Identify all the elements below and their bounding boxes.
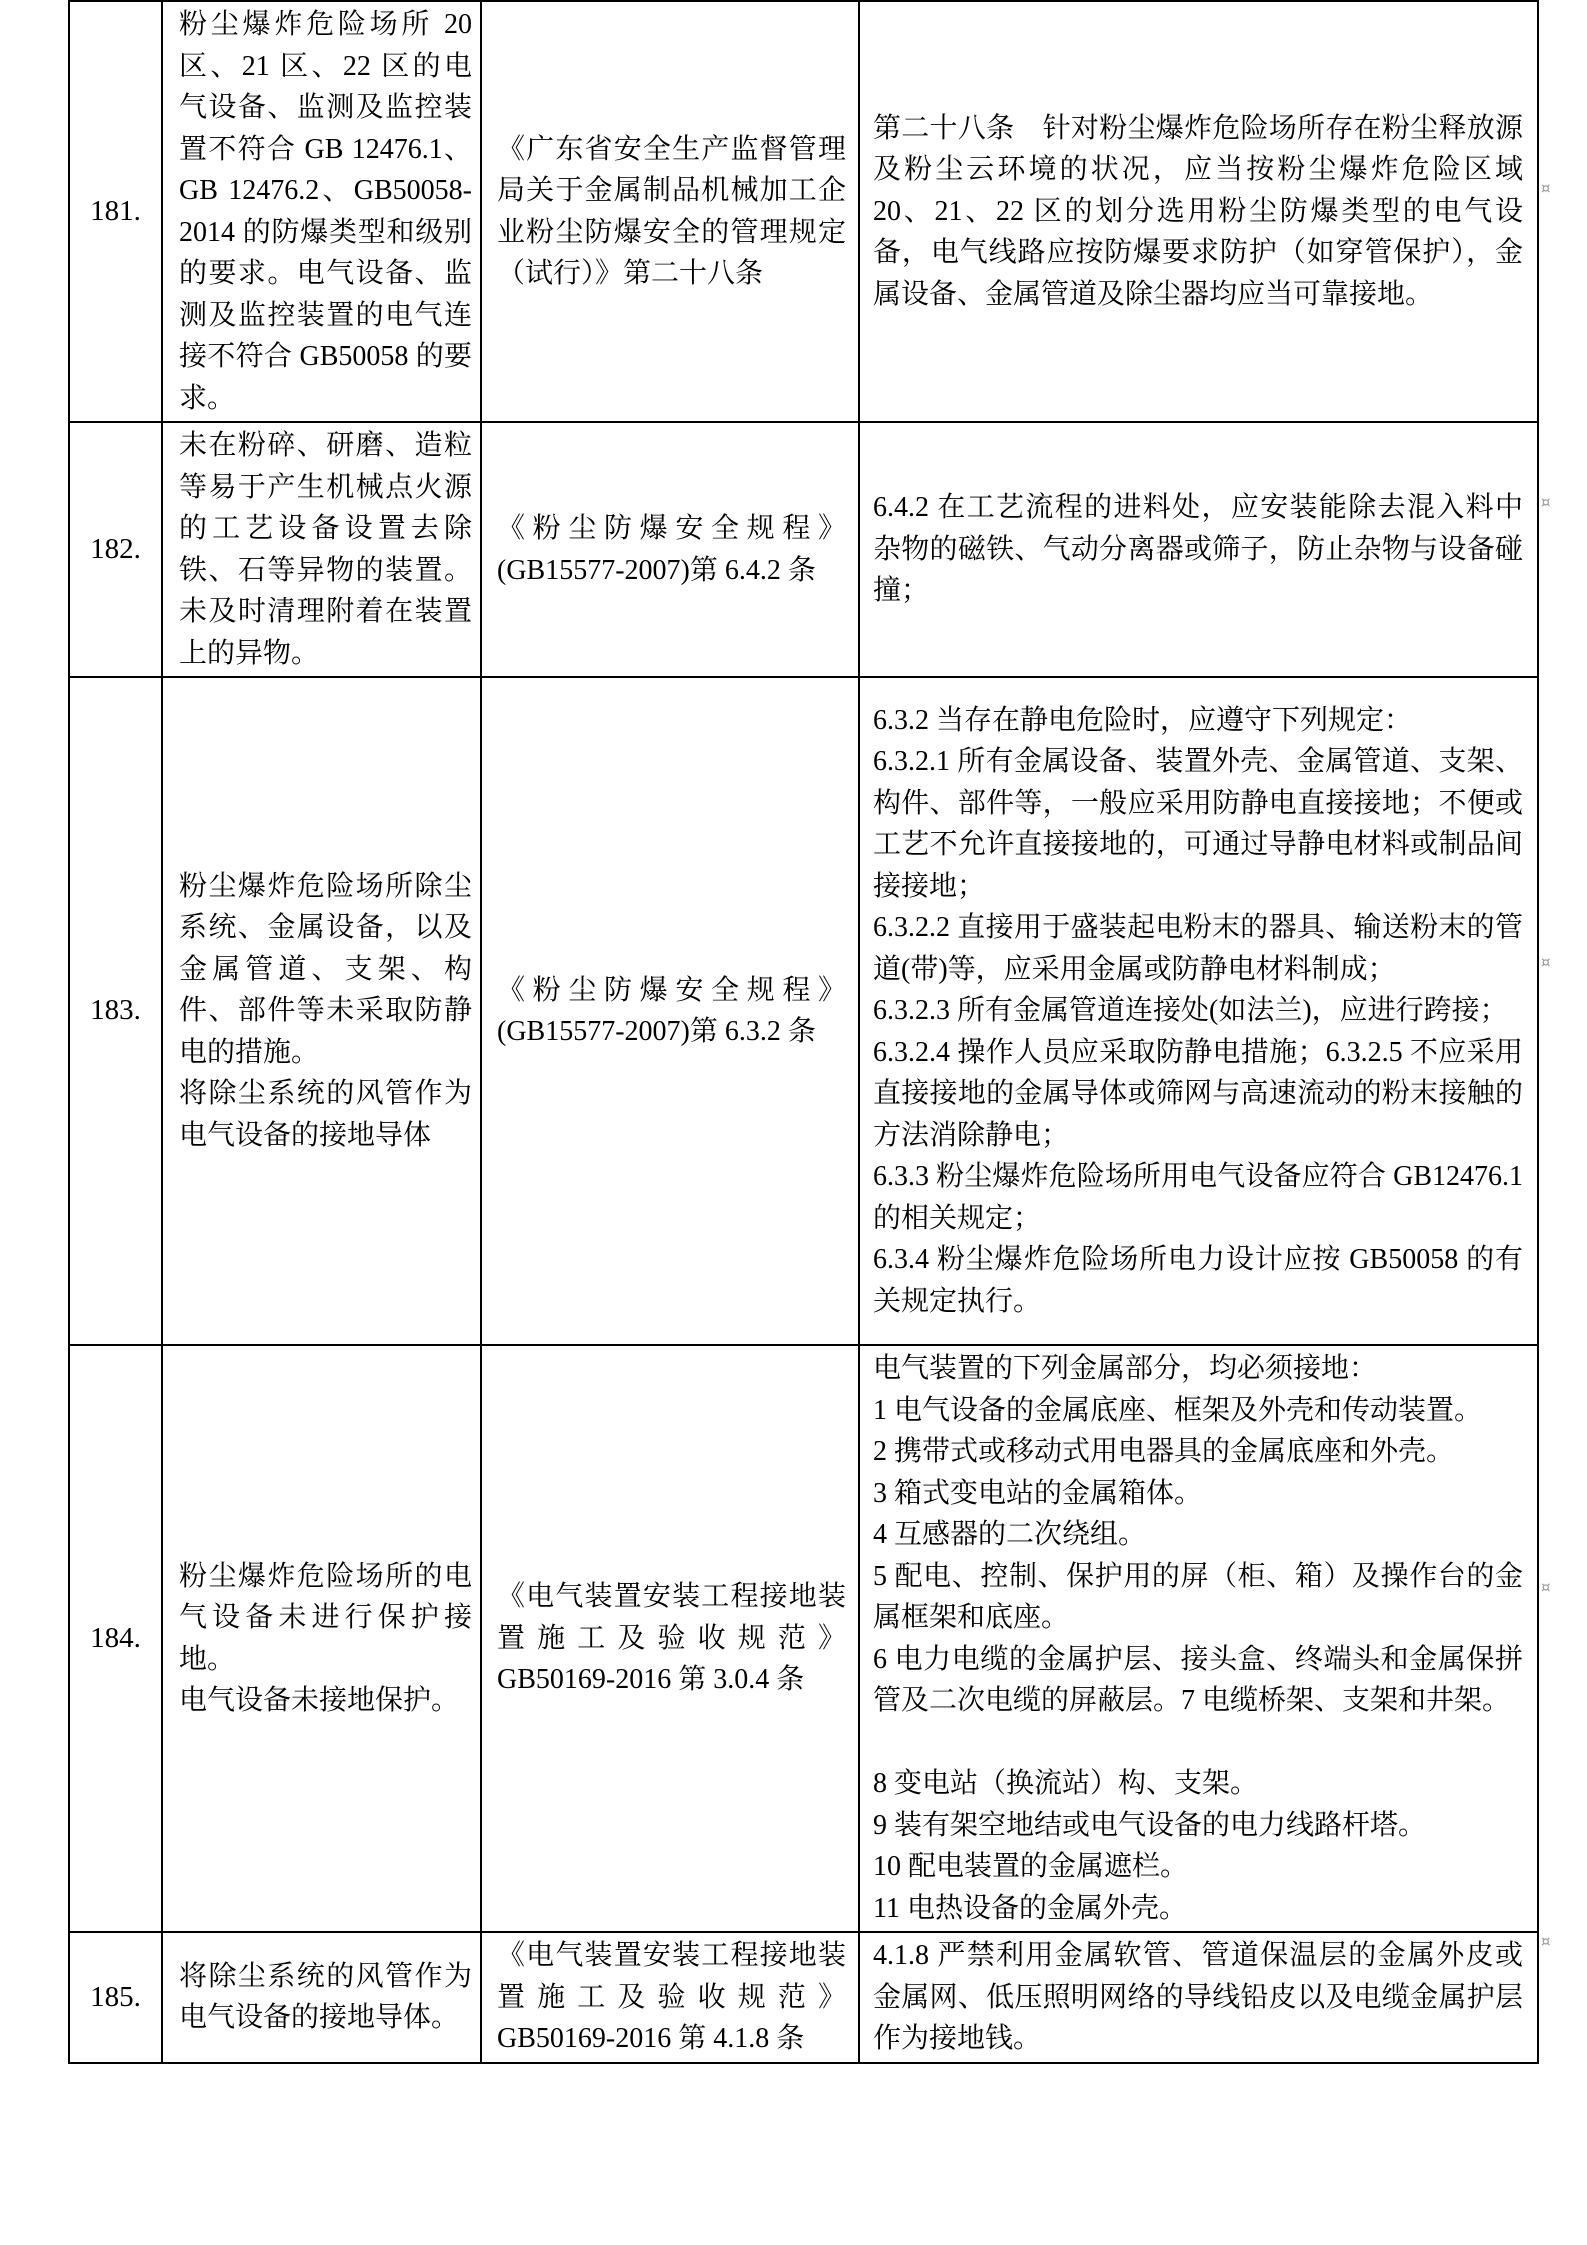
hazard-regulation-table — [68, 0, 1539, 2064]
problem-text — [163, 2, 480, 421]
paragraph: 《广东省安全生产监督管理局关于金属制品机械加工企业粉尘防爆安全的管理规定（试行）》第二十八条 — [497, 133, 846, 289]
paragraph: 《粉尘防爆安全规程》(GB15577-2007)第 6.4.2 条 — [497, 513, 846, 586]
problem-text — [163, 1554, 480, 1724]
paragraph: 1 电气设备的金属底座、框架及外壳和传动装置。 — [873, 1394, 1483, 1426]
basis-text — [482, 506, 858, 593]
table-row-185 — [69, 1932, 1538, 2063]
paragraph: 将除尘系统的风管作为电气设备的接地导体 — [179, 1078, 472, 1151]
paragraph: 6.3.3 粉尘爆炸危险场所用电气设备应符合 GB12476.1 的相关规定； — [873, 1161, 1523, 1234]
table-row-184 — [69, 1345, 1538, 1932]
paragraph: 11 电热设备的金属外壳。 — [873, 1892, 1187, 1924]
problem-cell — [162, 1, 481, 422]
row-number: 181. — [90, 194, 141, 227]
paragraph: 粉尘爆炸危险场所的电气设备未进行保护接地。 — [179, 1560, 472, 1675]
basis-cell — [481, 677, 859, 1345]
paragraph: 第二十八条 针对粉尘爆炸危险场所存在粉尘释放源及粉尘云环境的状况，应当按粉尘爆炸危险区域 20、21、22 区的划分选用粉尘防爆类型的电气设备，电气线路应按防爆要求防护（如穿管保护），金属设备、金属管道及除尘器均应当可靠接地。 — [873, 112, 1523, 310]
problem-text — [163, 864, 480, 1159]
paragraph: 将除尘系统的风管作为电气设备的接地导体。 — [179, 1960, 472, 2034]
paragraph: 4 互感器的二次绕组。 — [873, 1519, 1147, 1550]
problem-text — [163, 423, 480, 676]
basis-text — [482, 1933, 858, 2062]
paragraph: 6.3.2 当存在静电危险时，应遵守下列规定： — [873, 704, 1413, 736]
clause-cell — [859, 1, 1538, 422]
end-of-row-marker: ¤ — [1541, 1932, 1551, 1950]
problem-text — [163, 1954, 480, 2041]
paragraph: 电气装置的下列金属部分，均必须接地： — [873, 1353, 1378, 1384]
basis-cell — [481, 422, 859, 677]
paragraph: 粉尘爆炸危险场所除尘系统、金属设备，以及金属管道、支架、构件、部件等未采取防静电的措施。 — [179, 870, 472, 1068]
paragraph: 4.1.8 严禁利用金属软管、管道保温层的金属外皮或金属网、低压照明网络的导线铅皮以及电缆金属护层作为接地钱。 — [873, 1940, 1523, 2054]
end-of-row-marker: ¤ — [1541, 953, 1551, 971]
clause-cell — [859, 677, 1538, 1345]
row-number: 183. — [90, 994, 141, 1027]
basis-cell — [481, 1932, 859, 2063]
paragraph: 电气设备未接地保护。 — [179, 1685, 460, 1716]
problem-cell — [162, 1932, 481, 2063]
paragraph: 6.4.2 在工艺流程的进料处，应安装能除去混入料中杂物的磁铁、气动分离器或筛子，防止杂物与设备碰撞； — [873, 492, 1523, 607]
problem-cell — [162, 1345, 481, 1932]
paragraph: 粉尘爆炸危险场所 20 区、21 区、22 区的电气设备、监测及监控装置不符合 GB 12476.1、GB 12476.2、GB50058-2014 的防爆类型和级别的要求。电气设备、监测及监控装置的电气连接不符合 GB50058 的要求。 — [179, 9, 472, 414]
clause-cell — [859, 1932, 1538, 2063]
problem-cell — [162, 422, 481, 677]
table-row-181 — [69, 1, 1538, 422]
paragraph: 2 携带式或移动式用电器具的金属底座和外壳。 — [873, 1436, 1455, 1467]
clause-text — [860, 485, 1537, 614]
paragraph: 6.3.2.1 所有金属设备、装置外壳、金属管道、支架、构件、部件等，一般应采用防静电直接接地；不便或工艺不允许直接接地的，可通过导静电材料或制品间接接地； — [873, 746, 1523, 902]
paragraph: 3 箱式变电站的金属箱体。 — [873, 1477, 1203, 1509]
row-number-cell — [69, 1932, 162, 2063]
paragraph: 9 装有架空地结或电气设备的电力线路杆塔。 — [873, 1809, 1427, 1841]
paragraph: 6.3.2.2 直接用于盛装起电粉末的器具、输送粉末的管道(带)等，应采用金属或防静电材料制成； — [873, 912, 1523, 985]
paragraph: 《粉尘防爆安全规程》(GB15577-2007)第 6.3.2 条 — [497, 974, 846, 1047]
clause-text — [860, 1346, 1537, 1931]
basis-cell — [481, 1, 859, 422]
paragraph: 6 电力电缆的金属护层、接头盒、终端头和金属保拼管及二次电缆的屏蔽层。7 电缆桥架、支架和井架。 — [873, 1643, 1523, 1716]
clause-text — [860, 1933, 1537, 2062]
end-of-row-marker: ¤ — [1541, 493, 1551, 511]
row-number-cell — [69, 677, 162, 1345]
basis-text — [482, 968, 858, 1055]
end-of-row-marker: ¤ — [1541, 179, 1551, 197]
paragraph: 6.3.4 粉尘爆炸危险场所电力设计应按 GB50058 的有关规定执行。 — [873, 1244, 1523, 1317]
row-number-cell — [69, 422, 162, 677]
end-of-row-marker: ¤ — [1541, 1578, 1551, 1596]
basis-cell — [481, 1345, 859, 1932]
paragraph: 8 变电站（换流站）构、支架。 — [873, 1768, 1259, 1799]
row-number: 184. — [90, 1621, 141, 1654]
table-body — [69, 1, 1538, 2063]
row-number-cell — [69, 1, 162, 422]
row-number-cell — [69, 1345, 162, 1932]
paragraph: 6.3.2.4 操作人员应采取防静电措施；6.3.2.5 不应采用直接接地的金属导体或筛网与高速流动的粉末接触的方法消除静电； — [873, 1036, 1523, 1151]
paragraph: 5 配电、控制、保护用的屏（柜、箱）及操作台的金属框架和底座。 — [873, 1560, 1523, 1633]
clause-cell — [859, 422, 1538, 677]
paragraph: 《电气装置安装工程接地装置施工及验收规范》GB50169-2016 第 4.1.8 条 — [497, 1940, 846, 2054]
basis-text — [482, 1574, 858, 1703]
paragraph: 6.3.2.3 所有金属管道连接处(如法兰)，应进行跨接； — [873, 995, 1508, 1027]
clause-cell — [859, 1345, 1538, 1932]
clause-text — [860, 698, 1537, 1325]
table-row-182 — [69, 422, 1538, 677]
paragraph: 《电气装置安装工程接地装置施工及验收规范》GB50169-2016 第 3.0.4 条 — [497, 1581, 846, 1696]
row-number: 182. — [90, 532, 141, 565]
row-number: 185. — [90, 1980, 141, 2013]
basis-text — [482, 127, 858, 297]
clause-text — [860, 106, 1537, 318]
paragraph: 未在粉碎、研磨、造粒等易于产生机械点火源的工艺设备设置去除铁、石等异物的装置。未及时清理附着在装置上的异物。 — [179, 430, 472, 669]
paragraph — [873, 1722, 1523, 1764]
table-row-183 — [69, 677, 1538, 1345]
problem-cell — [162, 677, 481, 1345]
paragraph: 10 配电装置的金属遮栏。 — [873, 1851, 1189, 1882]
